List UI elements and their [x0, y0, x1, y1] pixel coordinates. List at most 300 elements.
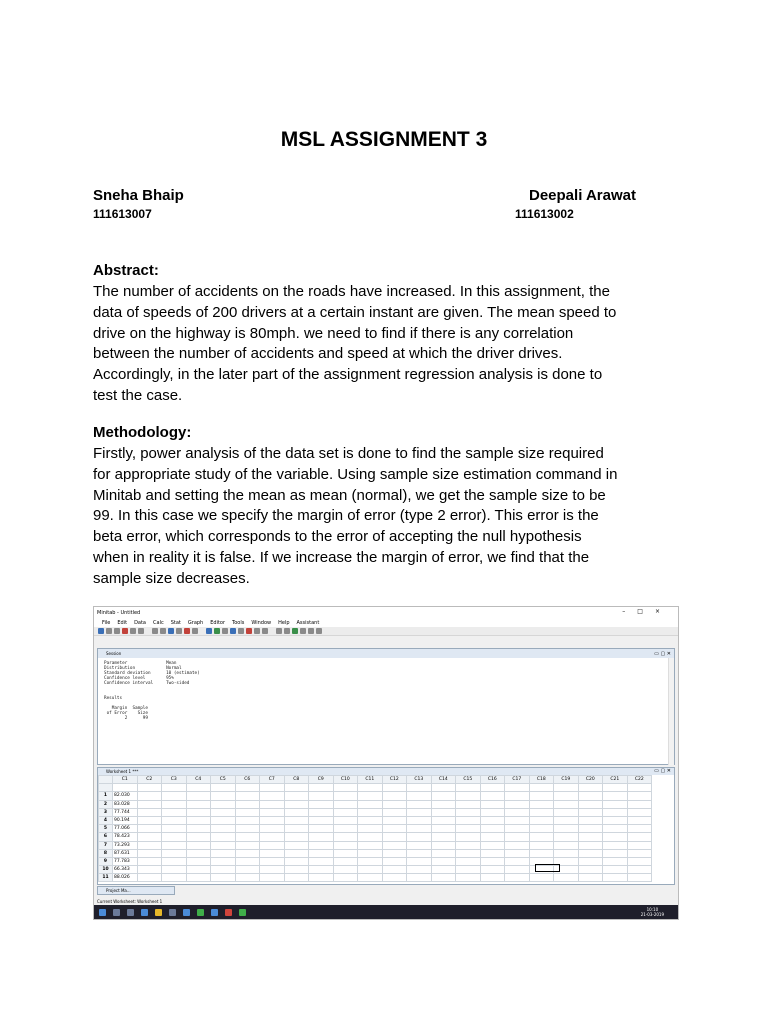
grid-cell[interactable]: [333, 825, 358, 833]
grid-cell[interactable]: [603, 874, 628, 882]
column-header[interactable]: C21: [603, 776, 628, 784]
grid-cell[interactable]: [529, 792, 554, 800]
grid-cell[interactable]: [186, 816, 211, 824]
column-header[interactable]: C14: [431, 776, 456, 784]
grid-cell[interactable]: [358, 816, 383, 824]
column-name-cell[interactable]: [137, 784, 162, 792]
grid-cell[interactable]: [456, 800, 481, 808]
grid-cell[interactable]: [431, 792, 456, 800]
row-header[interactable]: [99, 784, 113, 792]
row-header[interactable]: 3: [99, 808, 113, 816]
grid-cell[interactable]: [431, 800, 456, 808]
grid-cell[interactable]: [358, 833, 383, 841]
grid-cell[interactable]: [333, 857, 358, 865]
column-name-cell[interactable]: [162, 784, 187, 792]
grid-cell[interactable]: [260, 816, 285, 824]
copy-icon: [130, 628, 136, 634]
column-header[interactable]: C10: [333, 776, 358, 784]
grid-cell[interactable]: 88.026: [113, 874, 138, 882]
grid-cell[interactable]: [382, 800, 407, 808]
grid-cell[interactable]: [358, 808, 383, 816]
grid-cell[interactable]: [407, 816, 432, 824]
grid-cell[interactable]: [456, 874, 481, 882]
grid-cell[interactable]: [456, 825, 481, 833]
grid-cell[interactable]: 77.783: [113, 857, 138, 865]
grid-cell[interactable]: [260, 800, 285, 808]
grid-cell[interactable]: [505, 841, 530, 849]
grid-cell[interactable]: [333, 792, 358, 800]
grid-cell[interactable]: 83.028: [113, 800, 138, 808]
column-name-cell[interactable]: [211, 784, 236, 792]
grid-cell[interactable]: [162, 849, 187, 857]
grid-cell[interactable]: [431, 825, 456, 833]
grid-cell[interactable]: [309, 800, 334, 808]
grid-cell[interactable]: [407, 800, 432, 808]
grid-cell[interactable]: [578, 792, 603, 800]
grid-cell[interactable]: [431, 874, 456, 882]
grid-cell[interactable]: [260, 841, 285, 849]
grid-cell[interactable]: [235, 874, 260, 882]
column-name-cell[interactable]: [456, 784, 481, 792]
grid-cell[interactable]: [603, 857, 628, 865]
grid-cell[interactable]: [284, 833, 309, 841]
column-header[interactable]: C11: [358, 776, 383, 784]
grid-cell[interactable]: [186, 808, 211, 816]
column-name-cell[interactable]: [529, 784, 554, 792]
taskbar-clock: [641, 907, 664, 917]
grid-cell[interactable]: [480, 800, 505, 808]
grid-cell[interactable]: [284, 792, 309, 800]
grid-cell[interactable]: [309, 849, 334, 857]
column-header[interactable]: C1: [113, 776, 138, 784]
grid-cell[interactable]: [578, 874, 603, 882]
column-name-cell[interactable]: [333, 784, 358, 792]
grid-cell[interactable]: [382, 825, 407, 833]
grid-cell[interactable]: [309, 808, 334, 816]
grid-cell[interactable]: [407, 874, 432, 882]
grid-cell[interactable]: [431, 849, 456, 857]
grid-cell[interactable]: [186, 857, 211, 865]
grid-cell[interactable]: [431, 808, 456, 816]
grid-cell[interactable]: [505, 866, 530, 874]
row-header[interactable]: 1: [99, 792, 113, 800]
grid-cell[interactable]: [456, 841, 481, 849]
grid-cell[interactable]: [431, 866, 456, 874]
grid-cell[interactable]: [407, 866, 432, 874]
grid-cell[interactable]: [162, 857, 187, 865]
grid-cell[interactable]: [137, 833, 162, 841]
grid-cell[interactable]: [431, 841, 456, 849]
grid-cell[interactable]: 78.423: [113, 833, 138, 841]
grid-cell[interactable]: 82.030: [113, 792, 138, 800]
column-name-cell[interactable]: [407, 784, 432, 792]
row-header[interactable]: 6: [99, 833, 113, 841]
grid-cell[interactable]: [137, 808, 162, 816]
grid-cell[interactable]: [603, 841, 628, 849]
grid-cell[interactable]: [186, 833, 211, 841]
column-icon: [284, 628, 290, 634]
grid-cell[interactable]: [137, 874, 162, 882]
column-header[interactable]: C17: [505, 776, 530, 784]
grid-cell[interactable]: [554, 800, 579, 808]
grid-cell[interactable]: [603, 849, 628, 857]
column-header[interactable]: C18: [529, 776, 554, 784]
grid-cell[interactable]: [627, 792, 652, 800]
column-header[interactable]: C19: [554, 776, 579, 784]
row-header[interactable]: 9: [99, 857, 113, 865]
grid-cell[interactable]: [358, 825, 383, 833]
grid-cell[interactable]: [480, 792, 505, 800]
grid-cell[interactable]: [529, 816, 554, 824]
grid-cell[interactable]: [578, 825, 603, 833]
grid-cell[interactable]: [309, 857, 334, 865]
grid-cell[interactable]: [407, 792, 432, 800]
row-header[interactable]: 11: [99, 874, 113, 882]
column-name-cell[interactable]: [627, 784, 652, 792]
grid-cell[interactable]: [578, 849, 603, 857]
grid-cell[interactable]: [235, 866, 260, 874]
grid-cell[interactable]: [358, 792, 383, 800]
grid-cell[interactable]: [333, 808, 358, 816]
grid-cell[interactable]: [162, 808, 187, 816]
grid-cell[interactable]: [505, 857, 530, 865]
grid-cell[interactable]: [578, 808, 603, 816]
grid-cell[interactable]: [235, 808, 260, 816]
grid-cell[interactable]: [162, 841, 187, 849]
grid-cell[interactable]: [309, 816, 334, 824]
grid-cell[interactable]: [505, 833, 530, 841]
grid-cell[interactable]: [162, 874, 187, 882]
grid-cell[interactable]: [603, 800, 628, 808]
grid-cell[interactable]: [309, 866, 334, 874]
grid-cell[interactable]: [260, 792, 285, 800]
grid-cell[interactable]: [627, 808, 652, 816]
grid-cell[interactable]: [333, 866, 358, 874]
worksheet-label: Worksheet 1 ***: [106, 769, 139, 774]
grid-cell[interactable]: 87.631: [113, 849, 138, 857]
column-name-cell[interactable]: [358, 784, 383, 792]
grid-cell[interactable]: [456, 833, 481, 841]
grid-cell[interactable]: [382, 857, 407, 865]
grid-cell[interactable]: [578, 800, 603, 808]
grid-cell[interactable]: [529, 849, 554, 857]
grid-cell[interactable]: [578, 816, 603, 824]
grid-cell[interactable]: [554, 808, 579, 816]
grid-cell[interactable]: [505, 825, 530, 833]
grid-cell[interactable]: [627, 857, 652, 865]
grid-cell[interactable]: 77.744: [113, 808, 138, 816]
grid-cell[interactable]: [627, 833, 652, 841]
grid-cell[interactable]: [480, 808, 505, 816]
column-name-cell[interactable]: [284, 784, 309, 792]
row-header[interactable]: 4: [99, 816, 113, 824]
grid-cell[interactable]: [505, 792, 530, 800]
grid-cell[interactable]: [284, 849, 309, 857]
grid-cell[interactable]: [260, 857, 285, 865]
grid-cell[interactable]: 77.066: [113, 825, 138, 833]
grid-cell[interactable]: [456, 792, 481, 800]
grid-cell[interactable]: [162, 833, 187, 841]
grid-cell[interactable]: [284, 841, 309, 849]
grid-cell[interactable]: [627, 825, 652, 833]
grid-cell[interactable]: [407, 833, 432, 841]
grid-cell[interactable]: [578, 841, 603, 849]
grid-cell[interactable]: [358, 800, 383, 808]
grid-cell[interactable]: [235, 816, 260, 824]
column-header[interactable]: C22: [627, 776, 652, 784]
grid-cell[interactable]: [456, 816, 481, 824]
grid-cell[interactable]: [235, 800, 260, 808]
grid-cell[interactable]: [627, 849, 652, 857]
grid-cell[interactable]: [333, 816, 358, 824]
grid-cell[interactable]: [235, 792, 260, 800]
grid-cell[interactable]: [578, 833, 603, 841]
grid-cell[interactable]: [211, 841, 236, 849]
grid-cell[interactable]: [137, 841, 162, 849]
grid-cell[interactable]: [186, 841, 211, 849]
column-header[interactable]: C20: [578, 776, 603, 784]
grid-cell[interactable]: [137, 792, 162, 800]
grid-cell[interactable]: [382, 849, 407, 857]
grid-cell[interactable]: [480, 874, 505, 882]
column-name-cell[interactable]: [505, 784, 530, 792]
grid-cell[interactable]: [333, 849, 358, 857]
abstract-paragraph: [93, 282, 678, 407]
grid-cell[interactable]: 73.293: [113, 841, 138, 849]
grid-cell[interactable]: [358, 874, 383, 882]
grid-cell[interactable]: [456, 866, 481, 874]
grid-cell[interactable]: [137, 800, 162, 808]
grid-cell[interactable]: [260, 825, 285, 833]
column-name-cell[interactable]: [578, 784, 603, 792]
grid-cell[interactable]: [554, 825, 579, 833]
column-name-cell[interactable]: [186, 784, 211, 792]
grid-cell[interactable]: [505, 800, 530, 808]
grid-cell[interactable]: [529, 874, 554, 882]
grid-cell[interactable]: [162, 866, 187, 874]
grid-cell[interactable]: [162, 816, 187, 824]
grid-cell[interactable]: [480, 841, 505, 849]
grid-cell[interactable]: [505, 816, 530, 824]
grid-cell[interactable]: [284, 874, 309, 882]
grid-cell[interactable]: [284, 816, 309, 824]
grid-cell[interactable]: [260, 808, 285, 816]
column-name-cell[interactable]: [480, 784, 505, 792]
grid-cell[interactable]: [627, 800, 652, 808]
row-header[interactable]: 8: [99, 849, 113, 857]
grid-cell[interactable]: [554, 841, 579, 849]
grid-cell[interactable]: [358, 857, 383, 865]
grid-cell[interactable]: [578, 866, 603, 874]
column-name-cell[interactable]: [260, 784, 285, 792]
grid-cell[interactable]: [382, 866, 407, 874]
column-header[interactable]: C9: [309, 776, 334, 784]
grid-cell[interactable]: [407, 825, 432, 833]
grid-cell[interactable]: [431, 857, 456, 865]
grid-cell[interactable]: [284, 825, 309, 833]
grid-cell[interactable]: [603, 825, 628, 833]
grid-cell[interactable]: [358, 866, 383, 874]
grid-cell[interactable]: [162, 792, 187, 800]
grid-cell[interactable]: [137, 849, 162, 857]
grid-cell[interactable]: [358, 849, 383, 857]
column-header[interactable]: C15: [456, 776, 481, 784]
grid-cell[interactable]: [627, 816, 652, 824]
grid-cell[interactable]: [260, 874, 285, 882]
grid-cell[interactable]: [627, 866, 652, 874]
column-name-cell[interactable]: [603, 784, 628, 792]
grid-cell[interactable]: [554, 833, 579, 841]
grid-cell[interactable]: [407, 849, 432, 857]
grid-cell[interactable]: [137, 857, 162, 865]
grid-cell[interactable]: [456, 857, 481, 865]
grid-cell[interactable]: [627, 841, 652, 849]
grid-cell[interactable]: 90.194: [113, 816, 138, 824]
grid-cell[interactable]: [505, 808, 530, 816]
grid-corner[interactable]: [99, 776, 113, 784]
grid-cell[interactable]: [529, 833, 554, 841]
grid-cell[interactable]: [186, 849, 211, 857]
grid-cell[interactable]: [137, 866, 162, 874]
column-name-cell[interactable]: [113, 784, 138, 792]
grid-cell[interactable]: [211, 857, 236, 865]
grid-cell[interactable]: [137, 816, 162, 824]
grid-cell[interactable]: [260, 849, 285, 857]
grid-cell[interactable]: [211, 866, 236, 874]
grid-cell[interactable]: [382, 816, 407, 824]
grid-cell[interactable]: [309, 833, 334, 841]
grid-cell[interactable]: [260, 833, 285, 841]
grid-cell[interactable]: [211, 816, 236, 824]
grid-cell[interactable]: 66.343: [113, 866, 138, 874]
grid-cell[interactable]: [309, 825, 334, 833]
grid-cell[interactable]: [211, 825, 236, 833]
column-header[interactable]: C4: [186, 776, 211, 784]
grid-cell[interactable]: [162, 800, 187, 808]
grid-cell[interactable]: [162, 825, 187, 833]
grid-cell[interactable]: [480, 825, 505, 833]
grid-cell[interactable]: [431, 816, 456, 824]
column-header[interactable]: C3: [162, 776, 187, 784]
grid-cell[interactable]: [480, 866, 505, 874]
grid-cell[interactable]: [431, 833, 456, 841]
grid-cell[interactable]: [603, 833, 628, 841]
grid-cell[interactable]: [309, 841, 334, 849]
grid-cell[interactable]: [137, 825, 162, 833]
row-header[interactable]: 10: [99, 866, 113, 874]
row-header[interactable]: 2: [99, 800, 113, 808]
grid-cell[interactable]: [529, 808, 554, 816]
column-header[interactable]: C8: [284, 776, 309, 784]
grid-cell[interactable]: [554, 816, 579, 824]
grid-cell[interactable]: [235, 825, 260, 833]
grid-cell[interactable]: [211, 849, 236, 857]
column-name-cell[interactable]: [309, 784, 334, 792]
grid-cell[interactable]: [186, 874, 211, 882]
grid-cell[interactable]: [186, 866, 211, 874]
grid-cell[interactable]: [407, 857, 432, 865]
grid-cell[interactable]: [382, 792, 407, 800]
grid-cell[interactable]: [235, 841, 260, 849]
grid-cell[interactable]: [480, 816, 505, 824]
column-name-cell[interactable]: [431, 784, 456, 792]
grid-cell[interactable]: [333, 841, 358, 849]
grid-cell[interactable]: [554, 874, 579, 882]
grid-cell[interactable]: [505, 849, 530, 857]
grid-cell[interactable]: [480, 833, 505, 841]
grid-cell[interactable]: [407, 841, 432, 849]
grid-cell[interactable]: [603, 808, 628, 816]
column-header[interactable]: C13: [407, 776, 432, 784]
grid-cell[interactable]: [358, 841, 383, 849]
grid-cell[interactable]: [529, 800, 554, 808]
grid-cell[interactable]: [186, 792, 211, 800]
grid-cell[interactable]: [554, 792, 579, 800]
grid-cell[interactable]: [603, 816, 628, 824]
grid-cell[interactable]: [284, 800, 309, 808]
column-name-cell[interactable]: [382, 784, 407, 792]
grid-cell[interactable]: [333, 833, 358, 841]
grid-cell[interactable]: [333, 874, 358, 882]
grid-cell[interactable]: [382, 841, 407, 849]
column-name-cell[interactable]: [235, 784, 260, 792]
grid-cell[interactable]: [456, 849, 481, 857]
grid-cell[interactable]: [554, 849, 579, 857]
grid-cell[interactable]: [211, 874, 236, 882]
grid-cell[interactable]: [211, 833, 236, 841]
grid-cell[interactable]: [382, 874, 407, 882]
column-header[interactable]: C2: [137, 776, 162, 784]
grid-cell[interactable]: [333, 800, 358, 808]
grid-cell[interactable]: [480, 849, 505, 857]
grid-cell[interactable]: [529, 841, 554, 849]
row-header[interactable]: 5: [99, 825, 113, 833]
grid-cell[interactable]: [235, 849, 260, 857]
grid-cell[interactable]: [627, 874, 652, 882]
grid-cell[interactable]: [456, 808, 481, 816]
grid-cell[interactable]: [284, 857, 309, 865]
grid-cell[interactable]: [186, 800, 211, 808]
grid-cell[interactable]: [211, 792, 236, 800]
grid-cell[interactable]: [309, 792, 334, 800]
grid-cell[interactable]: [505, 874, 530, 882]
grid-cell[interactable]: [235, 857, 260, 865]
grid-cell[interactable]: [260, 866, 285, 874]
column-header[interactable]: C7: [260, 776, 285, 784]
grid-cell[interactable]: [382, 808, 407, 816]
grid-cell[interactable]: [603, 866, 628, 874]
column-name-cell[interactable]: [554, 784, 579, 792]
grid-cell[interactable]: [284, 808, 309, 816]
row-header[interactable]: 7: [99, 841, 113, 849]
grid-cell[interactable]: [382, 833, 407, 841]
column-header[interactable]: C6: [235, 776, 260, 784]
grid-cell[interactable]: [211, 800, 236, 808]
column-header[interactable]: C5: [211, 776, 236, 784]
grid-cell[interactable]: [235, 833, 260, 841]
grid-cell[interactable]: [529, 825, 554, 833]
column-header[interactable]: C16: [480, 776, 505, 784]
column-header[interactable]: C12: [382, 776, 407, 784]
grid-cell[interactable]: [284, 866, 309, 874]
grid-cell[interactable]: [603, 792, 628, 800]
grid-cell[interactable]: [407, 808, 432, 816]
grid-cell[interactable]: [186, 825, 211, 833]
grid-cell[interactable]: [578, 857, 603, 865]
grid-cell[interactable]: [480, 857, 505, 865]
grid-cell[interactable]: [309, 874, 334, 882]
grid-cell[interactable]: [211, 808, 236, 816]
